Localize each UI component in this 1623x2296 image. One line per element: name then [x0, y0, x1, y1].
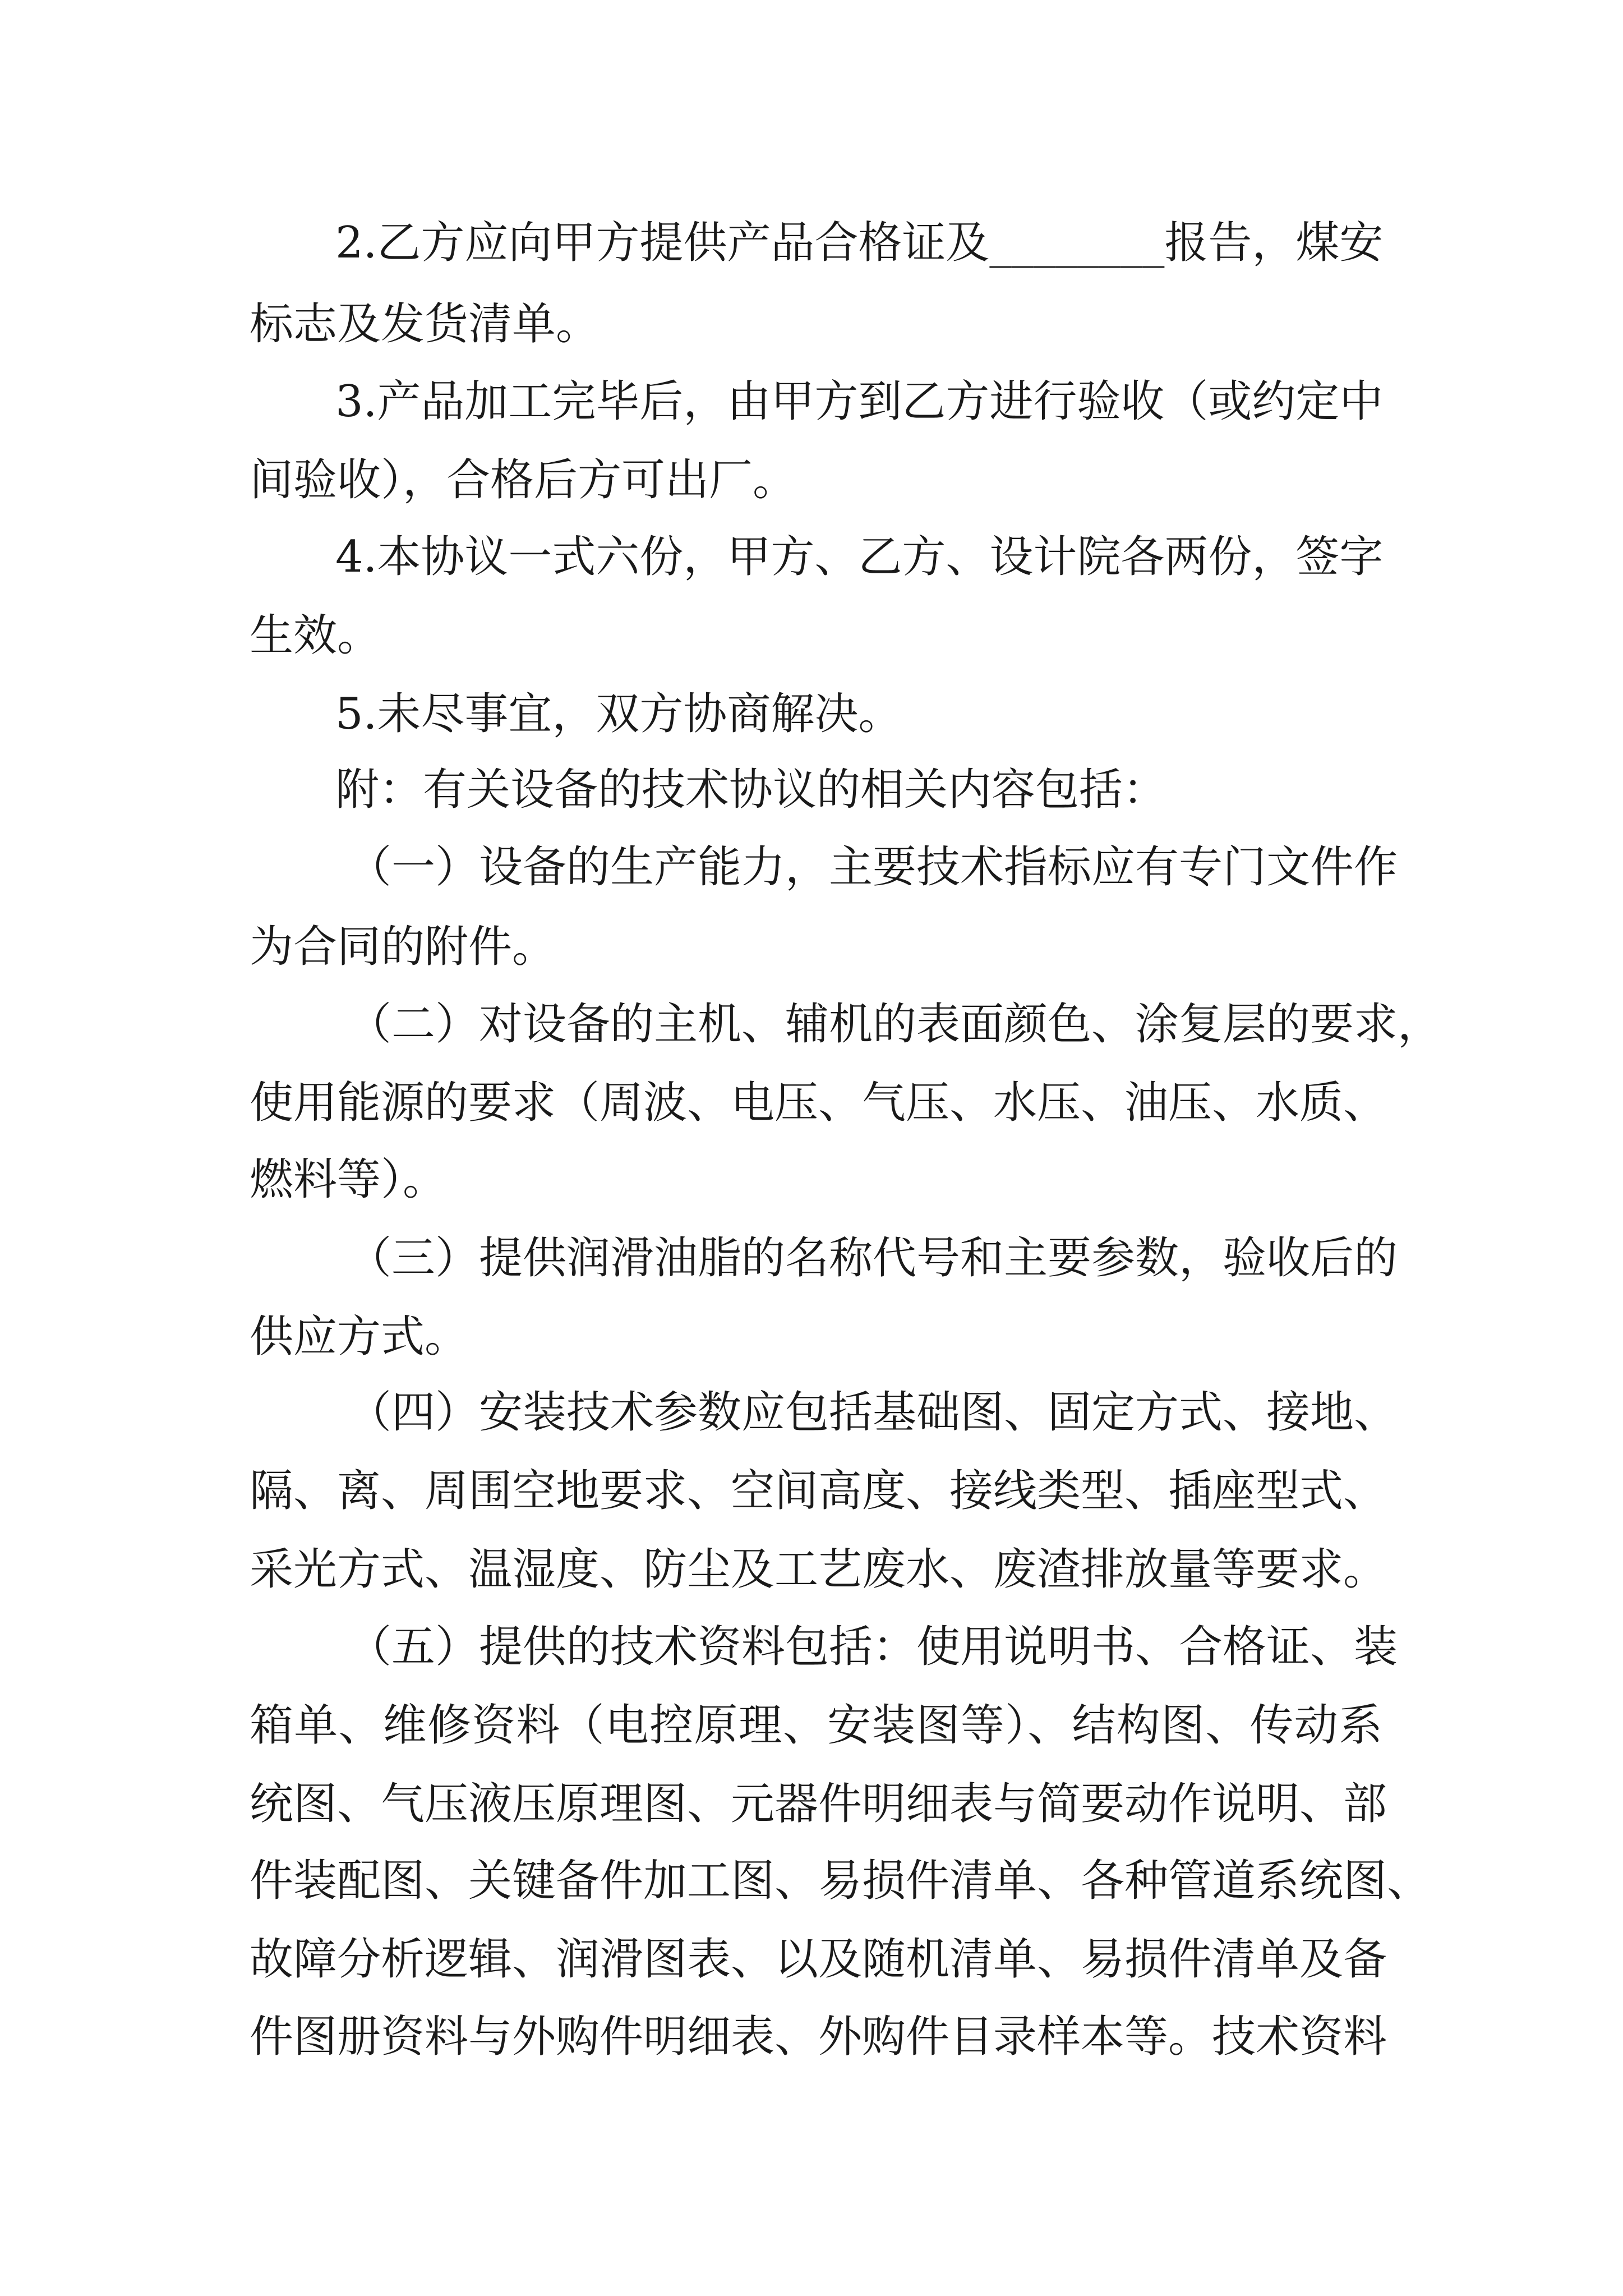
paragraph-5-line-1: 5.未尽事宜，双方协商解决。	[335, 689, 902, 739]
item-2-line-1: （二）对设备的主机、辅机的表面颜色、涂复层的要求，	[348, 999, 1442, 1050]
item-5-line-4: 件装配图、关键备件加工图、易损件清单、各种管道系统图、	[250, 1856, 1431, 1906]
paragraph-2-line-2: 标志及发货清单。	[250, 299, 600, 349]
appendix-heading: 附：有关设备的技术协议的相关内容包括：	[335, 765, 1167, 815]
item-1-line-1: （一）设备的生产能力，主要技术指标应有专门文件作	[348, 842, 1398, 892]
item-4-line-1: （四）安装技术参数应包括基础图、固定方式、接地、	[348, 1387, 1398, 1438]
paragraph-4-line-2: 生效。	[250, 610, 381, 661]
paragraph-2-line-1: 2.乙方应向甲方提供产品合格证及________报告，煤安	[335, 218, 1384, 268]
item-4-line-2: 隔、离、周围空地要求、空间高度、接线类型、插座型式、	[250, 1466, 1387, 1516]
item-5-line-2: 箱单、维修资料（电控原理、安装图等）、结构图、传动系	[250, 1700, 1382, 1751]
item-2-line-2: 使用能源的要求（周波、电压、气压、水压、油压、水质、	[250, 1078, 1387, 1128]
paragraph-4-line-1: 4.本协议一式六份，甲方、乙方、设计院各两份，签字	[335, 532, 1384, 582]
paragraph-3-line-2: 间验收），合格后方可出厂。	[250, 455, 797, 505]
item-3-line-2: 供应方式。	[250, 1312, 469, 1362]
item-1-line-2: 为合同的附件。	[250, 922, 556, 972]
item-2-line-3: 燃料等）。	[250, 1154, 447, 1205]
item-5-line-3: 统图、气压液压原理图、元器件明细表与简要动作说明、部	[250, 1779, 1387, 1829]
item-4-line-3: 采光方式、温湿度、防尘及工艺废水、废渣排放量等要求。	[250, 1544, 1387, 1595]
item-5-line-1: （五）提供的技术资料包括：使用说明书、合格证、装	[348, 1622, 1398, 1672]
paragraph-3-line-1: 3.产品加工完毕后，由甲方到乙方进行验收（或约定中	[335, 376, 1384, 427]
item-5-line-6: 件图册资料与外购件明细表、外购件目录样本等。技术资料	[250, 2012, 1387, 2062]
item-5-line-5: 故障分析逻辑、润滑图表、以及随机清单、易损件清单及备	[250, 1934, 1387, 1985]
item-3-line-1: （三）提供润滑油脂的名称代号和主要参数，验收后的	[348, 1233, 1398, 1283]
